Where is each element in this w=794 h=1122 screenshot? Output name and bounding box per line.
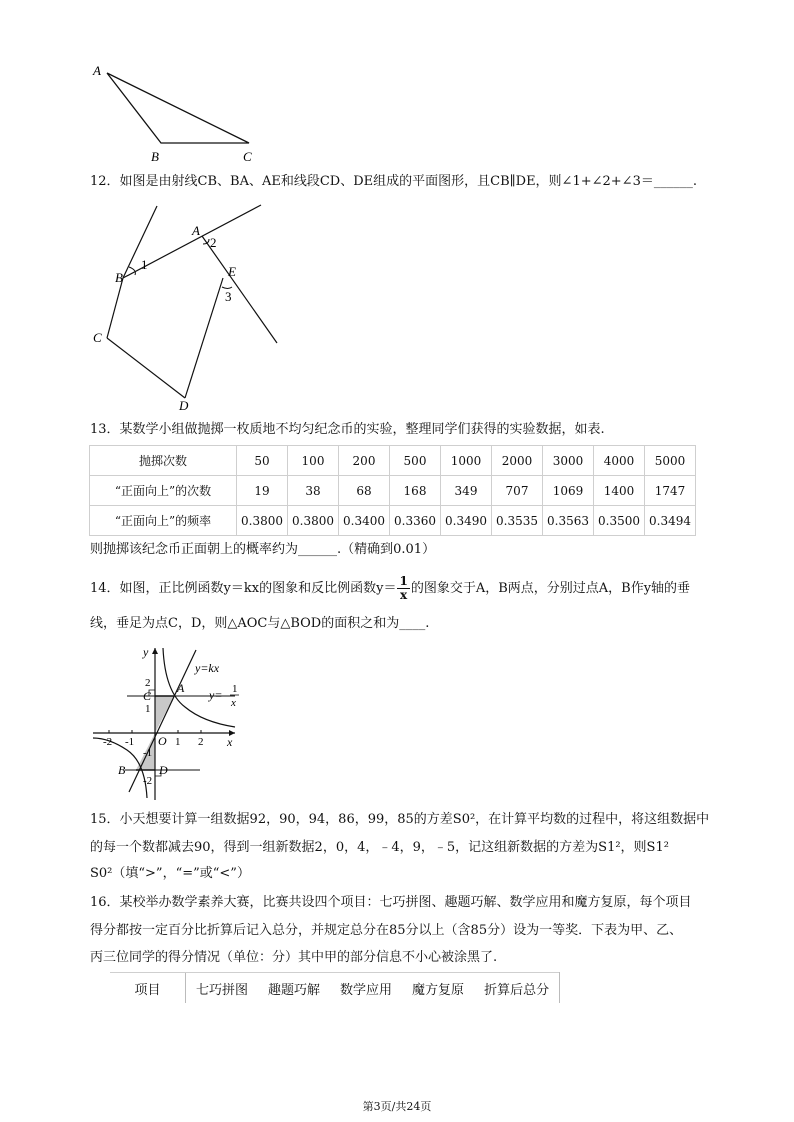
curve-label-numerator: 1: [232, 683, 238, 695]
table-cell: 0.3360: [390, 506, 441, 536]
line-label: y=kx: [195, 661, 220, 675]
label-b: B: [151, 149, 159, 164]
tick-y-neg1: -1: [143, 747, 153, 759]
tick-x-neg2: -2: [103, 736, 113, 748]
table-header: 数学应用: [330, 973, 402, 1004]
label-e: E: [228, 264, 236, 279]
curve-label-denominator: x: [231, 697, 236, 709]
tick-y-neg2: -2: [143, 775, 153, 787]
label-angle-3: 3: [225, 289, 232, 304]
table-row: [90, 476, 696, 506]
table-cell: 0.3500: [594, 506, 645, 536]
label-a: A: [192, 223, 200, 238]
question-15-line3: S0²（填“>”，“=”或“<”）: [90, 866, 250, 881]
table-cell: 349: [441, 476, 492, 506]
curve-label: y=: [209, 688, 223, 702]
table-row: [90, 446, 696, 476]
origin-label: O: [158, 734, 167, 748]
question-16-line2: 得分都按一定百分比折算后记入总分，并规定总分在85分以上（含85分）设为一等奖．下表为甲、乙、: [90, 923, 683, 938]
table-cell: 4000: [594, 446, 645, 476]
table-cell: 1000: [441, 446, 492, 476]
table-cell: 168: [390, 476, 441, 506]
table-header: 魔方复原: [402, 973, 474, 1004]
polygon-figure: [85, 198, 285, 413]
table-cell: 50: [237, 446, 288, 476]
tick-x-1: 1: [175, 736, 181, 748]
tick-y-2: 2: [145, 677, 151, 689]
table-cell: 2000: [492, 446, 543, 476]
question-15-line1: 15．小天想要计算一组数据92，90，94，86，99，85的方差S0²，在计算平均数的过程中，将这组数据中: [90, 812, 710, 827]
table-cell: 0.3490: [441, 506, 492, 536]
table-cell: “正面向上”的次数: [90, 476, 237, 506]
tick-x-2: 2: [198, 736, 204, 748]
table-cell: 200: [339, 446, 390, 476]
question-13-after: 则抛掷该纪念币正面朝上的概率约为______.（精确到0.01）: [90, 542, 436, 557]
question-12-text: 12．如图是由射线CB、BA、AE和线段CD、DE组成的平面图形，且CB∥DE，则∠1+∠2+∠3＝______.: [90, 174, 697, 189]
y-axis-label: y: [143, 645, 149, 659]
q14-text-pre: 14．如图，正比例函数y＝kx的图象和反比例函数y＝: [90, 581, 397, 596]
score-table: [110, 972, 560, 1003]
fraction-numerator: 1: [399, 574, 408, 588]
point-a-label: A: [177, 681, 185, 695]
question-13-text: 13．某数学小组做抛掷一枚质地不均匀纪念币的实验，整理同学们获得的实验数据，如表.: [90, 422, 605, 437]
table-cell: 100: [288, 446, 339, 476]
table-cell: 38: [288, 476, 339, 506]
question-14-line1: [90, 574, 690, 604]
table-header: 折算后总分: [474, 973, 560, 1004]
label-b: B: [115, 270, 123, 285]
question-14-line2: 线，垂足为点C，D，则△AOC与△BOD的面积之和为____.: [90, 616, 430, 631]
table-row: [90, 506, 696, 536]
fraction-denominator: x: [400, 588, 408, 602]
point-c-label: C: [143, 689, 152, 703]
table-cell: 0.3563: [543, 506, 594, 536]
table-cell: 68: [339, 476, 390, 506]
table-cell: 0.3800: [237, 506, 288, 536]
table-cell: 抛掷次数: [90, 446, 237, 476]
tick-x-neg1: -1: [125, 736, 135, 748]
table-cell: 1069: [543, 476, 594, 506]
table-cell: 0.3400: [339, 506, 390, 536]
label-angle-1: 1: [141, 257, 148, 272]
table-cell: 1747: [645, 476, 696, 506]
label-angle-2: 2: [210, 235, 217, 250]
fraction-1-over-x: [397, 575, 409, 602]
table-header: 七巧拼图: [186, 973, 259, 1004]
table-cell: 0.3800: [288, 506, 339, 536]
table-cell: 0.3535: [492, 506, 543, 536]
table-cell: “正面向上”的频率: [90, 506, 237, 536]
table-cell: 500: [390, 446, 441, 476]
table-cell: 1400: [594, 476, 645, 506]
x-axis-label: x: [227, 735, 233, 749]
table-header: 项目: [110, 973, 186, 1004]
q14-text-post: 的图象交于A，B两点，分别过点A，B作y轴的垂: [410, 581, 691, 596]
label-c: C: [243, 149, 252, 164]
question-16-line3: 丙三位同学的得分情况（单位：分）其中甲的部分信息不小心被涂黑了.: [90, 950, 498, 965]
table-row: [110, 973, 560, 1004]
page-footer: 第3页/共24页: [362, 1100, 432, 1113]
table-cell: 5000: [645, 446, 696, 476]
point-d-label: D: [159, 763, 168, 777]
function-graph: [85, 642, 250, 802]
table-cell: 3000: [543, 446, 594, 476]
question-15-line2: 的每一个数都减去90，得到一组新数据2，0，4，﹣4，9，﹣5，记这组新数据的方差为S1²，则S1²: [90, 840, 669, 855]
table-header: 趣题巧解: [258, 973, 330, 1004]
experiment-table: [89, 445, 696, 536]
table-cell: 707: [492, 476, 543, 506]
label-c: C: [93, 330, 102, 345]
table-cell: 19: [237, 476, 288, 506]
label-a: A: [93, 63, 101, 78]
label-d: D: [179, 398, 189, 413]
table-cell: 0.3494: [645, 506, 696, 536]
tick-y-1: 1: [145, 703, 151, 715]
point-b-label: B: [118, 763, 126, 777]
question-16-line1: 16．某校举办数学素养大赛，比赛共设四个项目：七巧拼图、趣题巧解、数学应用和魔方复原，每个项目: [90, 895, 692, 910]
triangle-figure: [85, 55, 275, 170]
